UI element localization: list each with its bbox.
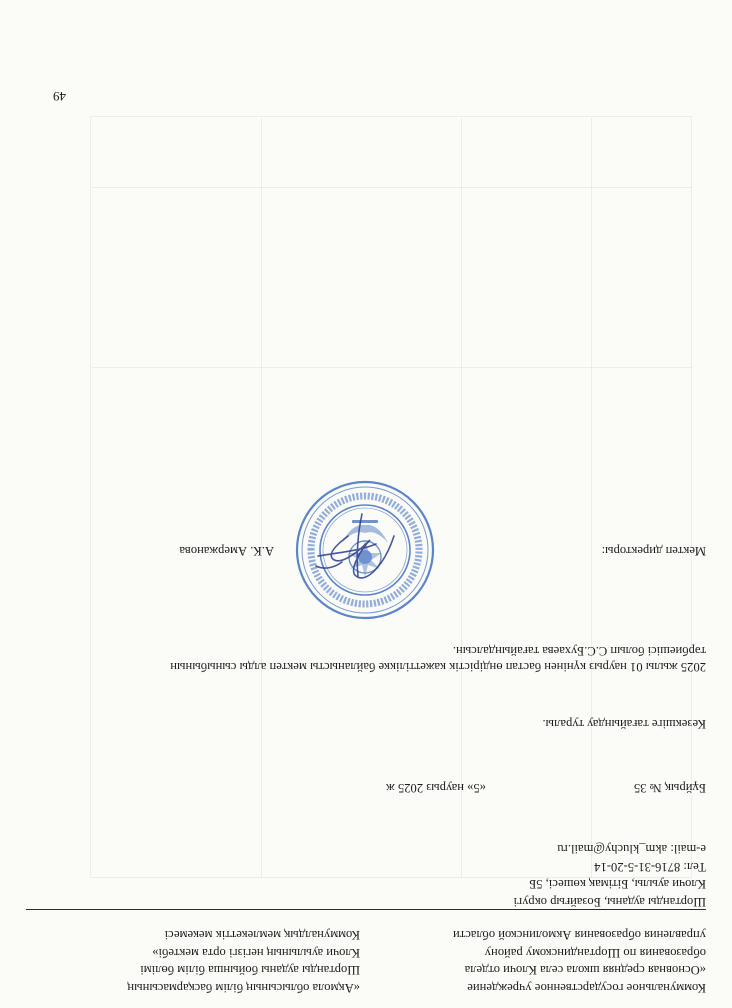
address-line: Клочи ауылы, Бітімақ көшесі, 5Б [528, 877, 706, 892]
order-body [146, 643, 706, 675]
address-block [514, 840, 707, 910]
order-number: Бұйрық № 35 [633, 781, 706, 795]
letterhead-line: Коммунальное государственное учреждение [467, 981, 706, 995]
letterhead-russian [453, 926, 706, 996]
signature-icon [304, 506, 414, 606]
order-subject: Кезекшіге тағайындау туралы. [542, 717, 706, 731]
show-through-line [461, 118, 462, 878]
letterhead-line: образования по Шортандинскому району [484, 946, 706, 960]
show-through-line [92, 187, 692, 188]
letterhead-line: Коммуналдық мемлекеттік мекемесі [164, 928, 360, 943]
address-line: Шортанды ауданы, Бозайғыр округі [513, 895, 706, 909]
show-through-line [591, 118, 592, 878]
email-address: e-mail: akm_kluchy@mail.ru [557, 842, 706, 857]
letterhead-line: «Ақмола облысының білім басқармасының [127, 981, 360, 995]
body-line: 2025 жылы 01 наурыз күнінен бастап өндірістік кажеттілікке байланысты мектеп алды сыныбынын [170, 660, 706, 674]
letterhead-line: Шортанды ауданы бойынша білім бөлімі [140, 963, 360, 978]
signatory-title: Мектеп директоры: [601, 544, 706, 558]
body-line: тәрбиешісі болып С.С.Бухаева тағайындалсын. [452, 644, 706, 658]
order-date: «5» наурыз 2025 ж [386, 781, 486, 795]
show-through-line [261, 118, 262, 878]
letterhead-line: управления образования Акмолинской области [452, 928, 706, 943]
page-number: 49 [53, 89, 66, 104]
letterhead-line: Клочи ауылының негізгі орта мектебі» [152, 946, 360, 960]
show-through-line [92, 367, 692, 368]
letterhead-line: «Основная средняя школа села Клочи отдела [464, 963, 706, 978]
letterhead-kazakh [127, 926, 360, 996]
signatory-name: А.К. Амержанова [179, 544, 274, 558]
phone-number: Тел: 8716-31-5-20-14 [594, 860, 706, 874]
